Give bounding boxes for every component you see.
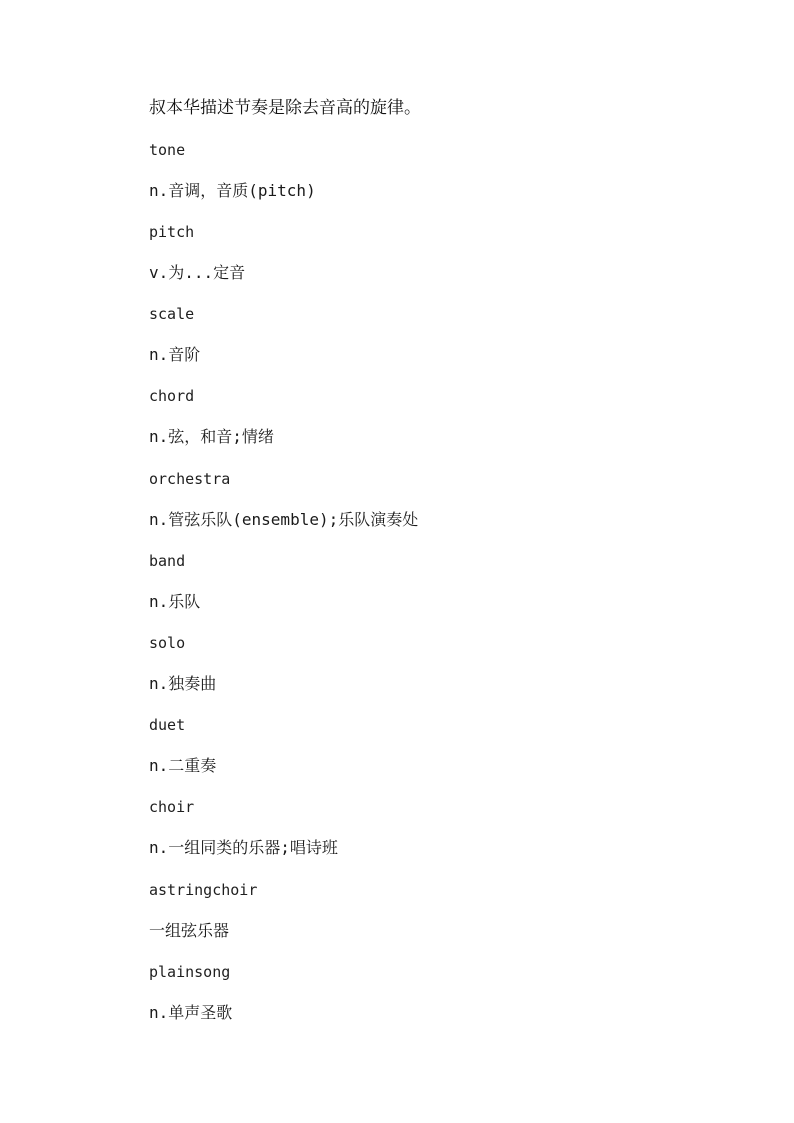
vocab-definition: n.二重奏 xyxy=(149,756,217,775)
vocab-definition: n.单声圣歌 xyxy=(149,1003,233,1022)
vocab-term: tone xyxy=(149,141,186,159)
vocab-term: scale xyxy=(149,305,195,323)
vocab-term: solo xyxy=(149,634,186,652)
vocab-definition: n.一组同类的乐器;唱诗班 xyxy=(149,838,338,857)
intro-sentence: 叔本华描述节奏是除去音高的旋律。 xyxy=(149,98,421,118)
vocab-term: duet xyxy=(149,716,186,734)
vocab-definition: n.弦，和音;情绪 xyxy=(149,427,274,446)
vocab-definition: n.乐队 xyxy=(149,592,201,611)
vocab-definition: n.管弦乐队(ensemble);乐队演奏处 xyxy=(149,510,419,529)
vocab-term: chord xyxy=(149,387,195,405)
vocab-term: orchestra xyxy=(149,470,231,488)
vocab-term: choir xyxy=(149,798,195,816)
vocab-definition: n.音调，音质(pitch) xyxy=(149,181,316,200)
vocab-definition: n.独奏曲 xyxy=(149,674,217,693)
vocab-term: band xyxy=(149,552,186,570)
vocab-term: plainsong xyxy=(149,963,231,981)
vocab-definition: v.为...定音 xyxy=(149,263,246,282)
vocab-definition: 一组弦乐器 xyxy=(149,921,230,940)
vocab-definition: n.音阶 xyxy=(149,345,201,364)
vocab-term: pitch xyxy=(149,223,195,241)
vocab-term: astringchoir xyxy=(149,881,258,899)
